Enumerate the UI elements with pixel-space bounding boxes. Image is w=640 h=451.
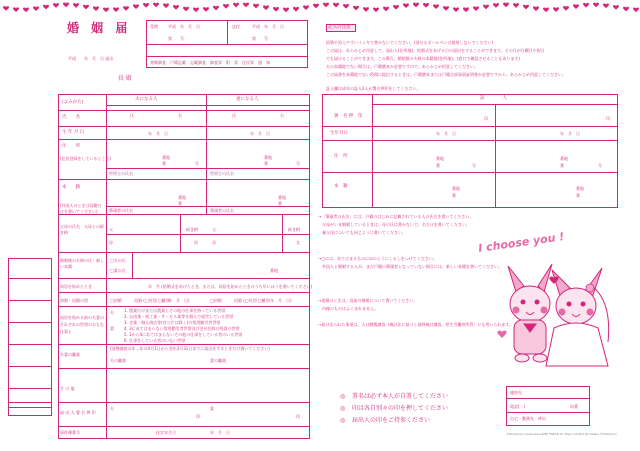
heart-dot <box>23 7 29 12</box>
heart-dot <box>163 3 169 8</box>
jiken-label: 事件簿番号 <box>60 430 80 435</box>
wife-surname-label: 氏 <box>232 113 236 118</box>
side-note-1: →「筆頭者の氏名」には、戸籍のはじめに記載されている人の氏名を書いてください。 <box>318 214 474 219</box>
husband-given-label: 名 <box>178 113 182 118</box>
heart-dot <box>293 7 299 12</box>
wife-occupation: 妻の職業 <box>210 358 226 363</box>
wife-first-marriage[interactable]: □初婚 <box>210 298 222 303</box>
heart-dot <box>313 4 319 9</box>
wife-honseki-banchi: 番地 <box>278 195 286 200</box>
heart-dot <box>113 7 119 12</box>
husband-son: 男 <box>194 240 198 245</box>
bullet-icon-1: ◎ <box>340 393 346 400</box>
husband-banchi: 番地 <box>162 155 170 160</box>
heart-dot <box>193 8 199 13</box>
signer-husband: 夫 <box>110 406 114 411</box>
heart-dot <box>283 8 289 13</box>
heart-dot <box>3 6 9 11</box>
wife-ban: 番 <box>264 161 268 166</box>
husband-surname-label: 氏 <box>130 113 134 118</box>
check-label: 書類調査 戸籍記載 記載調査 調査票 附 票 住民票 通 知 <box>150 60 270 65</box>
heart-dot <box>583 3 589 8</box>
contact-label: 連絡先 <box>510 390 522 395</box>
witness1-banchi: 番地 <box>436 156 444 161</box>
heart-dot <box>383 7 389 12</box>
side-note-6: →再婚のときは、直前の婚姻について書いてください。 <box>318 298 418 303</box>
received-date: 平成 年 月 日 <box>168 24 200 29</box>
witness-note: 証人欄は成年の証人2人が署名押印をしてください。 <box>326 86 421 91</box>
heart-dot <box>243 3 249 8</box>
witness1-birthdate: 年 月 日 <box>436 131 456 136</box>
wife-head-name: 筆頭者の氏名 <box>210 208 234 213</box>
husband-work-code: 夫 <box>110 310 114 315</box>
wife-relation: 続き柄 <box>288 227 300 232</box>
husband-header: 夫になる人 <box>135 97 158 102</box>
wife-prior-date: 年 月 日) <box>270 298 292 303</box>
wife-honseki-ban: 番 <box>278 201 282 206</box>
bullet-icon-3: ◎ <box>340 417 346 424</box>
heart-dot <box>573 4 579 9</box>
received-number: 第 号 <box>168 36 184 41</box>
other-label: そ の 他 <box>60 386 75 391</box>
side-note-3: 養父母についても同じように書いてください。 <box>318 230 406 235</box>
heart-dot <box>493 3 499 8</box>
heart-dot <box>143 3 149 8</box>
received-label: 受理 <box>150 24 158 29</box>
witness2-seal: 印 <box>606 116 610 121</box>
heart-dot <box>433 4 439 9</box>
heart-dot <box>603 3 609 8</box>
furigana-label: (よみかた) <box>62 100 84 105</box>
heart-dot <box>173 5 179 10</box>
bullet-text-3: 届出人の印をご持参ください <box>352 417 431 424</box>
husband-surname-check[interactable]: □夫の氏 <box>110 258 126 263</box>
work-item-4: 4. 3にあてはまらない常用勤労者世帯及び会社団体の役員の世帯 <box>124 326 240 331</box>
husband-father: 父 <box>109 227 113 232</box>
husband-occupation: 夫の職業 <box>110 358 126 363</box>
notice-line-5: この届書を本籍地でない役場に提出するときは、戸籍謄本または戸籍全部事項証明書が必要ですから、あらかじめ用意してください。 <box>326 72 566 77</box>
witness-sign-label: 署 名 押 印 <box>334 114 363 119</box>
heart-dot <box>263 5 269 10</box>
heart-dot <box>523 5 529 10</box>
husband-ban: 番 <box>162 161 166 166</box>
signer-label: 届 出 人 署 名 押 印 <box>60 410 96 415</box>
heart-dot <box>563 6 569 11</box>
wife-birthdate: 年 月 日 <box>250 131 270 136</box>
signer-wife-seal: 印 <box>296 414 300 419</box>
phone-label: 電話( ) <box>510 404 526 409</box>
heart-dot <box>633 8 639 13</box>
witness-honseki-label: 本 籍 <box>334 184 348 189</box>
heart-dot <box>443 6 449 11</box>
wife-mother: 母 <box>212 240 216 245</box>
parents-label: 父母の氏名 父母との続き柄 <box>60 224 104 235</box>
heart-dot <box>123 6 129 11</box>
wife-banchi: 番地 <box>264 155 272 160</box>
husband-household-head: 世帯主の氏名 <box>109 171 133 176</box>
heart-dot <box>613 5 619 10</box>
husband-birthdate: 年 月 日 <box>148 131 168 136</box>
witness-address-label: 住 所 <box>334 154 348 159</box>
sign-date-value: 年 月 日 <box>210 430 230 435</box>
heart-dot <box>353 6 359 11</box>
husband-honseki-banchi: 番地 <box>178 195 186 200</box>
witness1-ban: 番 <box>436 163 440 168</box>
heart-dot <box>513 3 519 8</box>
occupation-note: (国勢調査の年…年の4月1日から翌年3月31日までに届出をするときだけ書いてください) <box>110 346 270 351</box>
bullet-icon-2: ◎ <box>340 405 346 412</box>
name-label: 氏 名 <box>62 115 80 120</box>
pikachu-couple-illustration <box>494 262 616 374</box>
sent-label: 送付 <box>232 24 240 29</box>
honseki-note: (外国人のときは国籍だけを書いてください) <box>60 203 102 214</box>
witness2-ban: 番 <box>560 163 564 168</box>
witness1-go: 号 <box>472 163 476 168</box>
submit-date: 平成 年 月 日 届出 <box>68 56 114 61</box>
wife-daughter: 女 <box>296 240 300 245</box>
wife-remarriage[interactable]: 再婚 (□死別 □離別 <box>234 298 270 303</box>
wife-given-label: 名 <box>280 113 284 118</box>
heart-dot <box>373 8 379 13</box>
side-note-5: 外国人と婚姻する人が、まだ戸籍の筆頭者となっていない場合には、新しい本籍を書いてください。 <box>318 264 502 269</box>
cohabit-value: 年 月 (結婚式をあげたとき、または、同居を始めたときのうち早いほうを書いてください) <box>148 284 313 289</box>
heart-dot <box>203 7 209 12</box>
ext-label: 局番 <box>570 404 578 409</box>
heart-dot <box>183 7 189 12</box>
heart-dot <box>103 7 109 12</box>
form-title: 婚 姻 届 <box>67 21 132 35</box>
wife-work-code: 妻 <box>110 326 114 331</box>
heart-dot <box>63 3 69 8</box>
prior-marriage-label: 初婚・再婚の別 <box>60 298 88 303</box>
heart-dot <box>153 3 159 8</box>
heart-dot <box>43 5 49 10</box>
husband-remarriage[interactable]: 再婚 (□死別 □離別 <box>134 298 170 303</box>
heart-dot <box>593 3 599 8</box>
i-choose-you-title: I choose you ! <box>477 230 566 255</box>
witness-header: 証 人 <box>480 96 507 101</box>
husband-relation: 続き柄 <box>186 227 198 232</box>
cohabit-label: 同居を始めたとき <box>60 284 92 289</box>
husband-first-marriage[interactable]: □初婚 <box>110 298 122 303</box>
heart-dot <box>33 6 39 11</box>
work-item-2: 2. 自由業・商工業・サービス業等を個人で経営している世帯 <box>124 314 234 319</box>
heart-dot <box>393 5 399 10</box>
side-note-8: →届け出られた事項は、人口動態調査（統計法に基づく基幹統計調査、厚生労働省所管）にも用いられます。 <box>318 322 514 327</box>
birthdate-label: 生 年 月 日 <box>62 130 85 135</box>
heart-dot <box>73 3 79 8</box>
heart-dot <box>93 6 99 11</box>
copyright: ©Nintendo·Creatures·GAME FREAK·TV Tokyo·ShoPro·JR Kikaku ©Pokémon <box>506 432 617 436</box>
sent-date: 平成 年 月 日 <box>252 24 284 29</box>
heart-dot <box>413 3 419 8</box>
heart-dot <box>273 7 279 12</box>
notice-line-4: 夫の本籍地でない場合は、戸籍謄本が必要ですので、あらかじめ用意してください。 <box>326 64 478 69</box>
heart-dot <box>453 7 459 12</box>
witness1-seal: 印 <box>484 116 488 121</box>
heart-dot <box>83 5 89 10</box>
signer-husband-seal: 印 <box>196 414 200 419</box>
witness1-honseki-ban: 番 <box>452 193 456 198</box>
bullet-text-2: 印は各自別々の印を押してください <box>352 405 449 412</box>
notice-line-1: 鉛筆や消えやすいインキで書かないでください。(消せるボールペンは使用しないでください) <box>326 40 494 45</box>
heart-dot <box>533 6 539 11</box>
notice-line-3: でも届けることができます。この場合、婚姻後の夫婦の本籍地(住所地)、(窓口で確認させることもあります) <box>326 56 520 61</box>
heart-dot <box>323 3 329 8</box>
heart-dot <box>543 7 549 12</box>
wife-header: 妻になる人 <box>236 97 259 102</box>
address-note: (住民登録をしているところ) <box>60 156 112 161</box>
husband-head-name: 筆頭者の氏名 <box>109 208 133 213</box>
witness-table <box>322 94 618 208</box>
heart-dot <box>473 6 479 11</box>
heart-dot <box>213 6 219 11</box>
heart-dot <box>363 7 369 12</box>
heart-dot <box>343 4 349 9</box>
wife-go: 号 <box>296 161 300 166</box>
husband-prior-date: 年 月 日) <box>168 298 190 303</box>
mayor-label: 長 殿 <box>118 75 132 82</box>
witness2-banchi: 番地 <box>560 156 568 161</box>
heart-dot <box>233 3 239 8</box>
heart-dot <box>623 7 629 12</box>
signer-wife: 妻 <box>210 406 214 411</box>
occupation-label: 夫妻の職業 <box>60 352 80 357</box>
witness2-honseki-banchi: 番地 <box>576 186 584 191</box>
heart-dot <box>423 3 429 8</box>
left-margin-boxes <box>8 258 52 408</box>
new-honseki-label: 婚姻後の夫婦の氏・新しい本籍 <box>60 258 104 269</box>
sent-number: 第 号 <box>252 36 268 41</box>
side-note-4: →□には、あてはまるものに☑のようにしるしをつけてください。 <box>318 256 437 261</box>
heart-dot <box>503 3 509 8</box>
witness-birth-label: 生年月日 <box>330 131 348 136</box>
witness2-go: 号 <box>598 163 602 168</box>
wife-surname-check[interactable]: □妻の氏 <box>110 268 126 273</box>
work-item-6: 6. 仕事をしている者のいない世帯 <box>124 338 186 343</box>
husband-mother: 母 <box>109 240 113 245</box>
notice-title: 記入の注意 <box>328 25 351 30</box>
new-honseki-banchi: 番地 <box>270 268 278 273</box>
husband-honseki-ban: 番 <box>178 201 182 206</box>
address-label: 住 所 <box>62 144 80 149</box>
side-note-7: 内縁のものはふくまれません。 <box>318 306 379 311</box>
home-work-label: 自宅・勤務先・呼出 <box>510 416 546 421</box>
wife-household-head: 世帯主の氏名 <box>210 171 234 176</box>
heart-dot <box>463 7 469 12</box>
witness2-honseki-ban: 番 <box>576 193 580 198</box>
heart-dot <box>333 3 339 8</box>
sign-date-label: 住定年月日 <box>156 430 176 435</box>
witness2-birthdate: 年 月 日 <box>560 131 580 136</box>
work-item-1: 1. 農業だけまたは農業とその他の仕事を持っている世帯 <box>124 308 226 313</box>
heart-dot <box>53 3 59 8</box>
notice-line-2: この届は、あらかじめ用意して、届出人(住所地)、結婚式をあげる日の届出をすることができます。その日が日曜日や祝日 <box>326 48 545 53</box>
heart-dot <box>13 7 19 12</box>
heart-dot <box>403 3 409 8</box>
witness1-honseki-banchi: 番地 <box>452 186 460 191</box>
heart-border-decoration <box>0 0 640 14</box>
wife-father: 父 <box>212 227 216 232</box>
honseki-label: 本 籍 <box>62 185 80 190</box>
heart-dot <box>253 4 259 9</box>
work-label: 同居を始める前の夫妻のそれぞれの世帯のおもな仕事と <box>60 315 104 334</box>
work-item-5: 5. 1から4にあてはまらないその他の仕事をしている者のいる世帯 <box>124 332 243 337</box>
bullet-text-1: 署名は必ず本人が自署してください <box>352 393 449 400</box>
heart-dot <box>303 5 309 10</box>
side-note-2: 父母がいま婚姻しているときは、母の氏は書かないで、名だけを書いてください。 <box>318 222 470 227</box>
husband-go: 号 <box>195 161 199 166</box>
heart-dot <box>223 4 229 9</box>
heart-dot <box>133 4 139 9</box>
work-item-3: 3. 企業・個人商店等(官公庁は除く)の常用勤労者世帯 <box>124 320 221 325</box>
heart-dot <box>483 5 489 10</box>
heart-dot <box>553 7 559 12</box>
